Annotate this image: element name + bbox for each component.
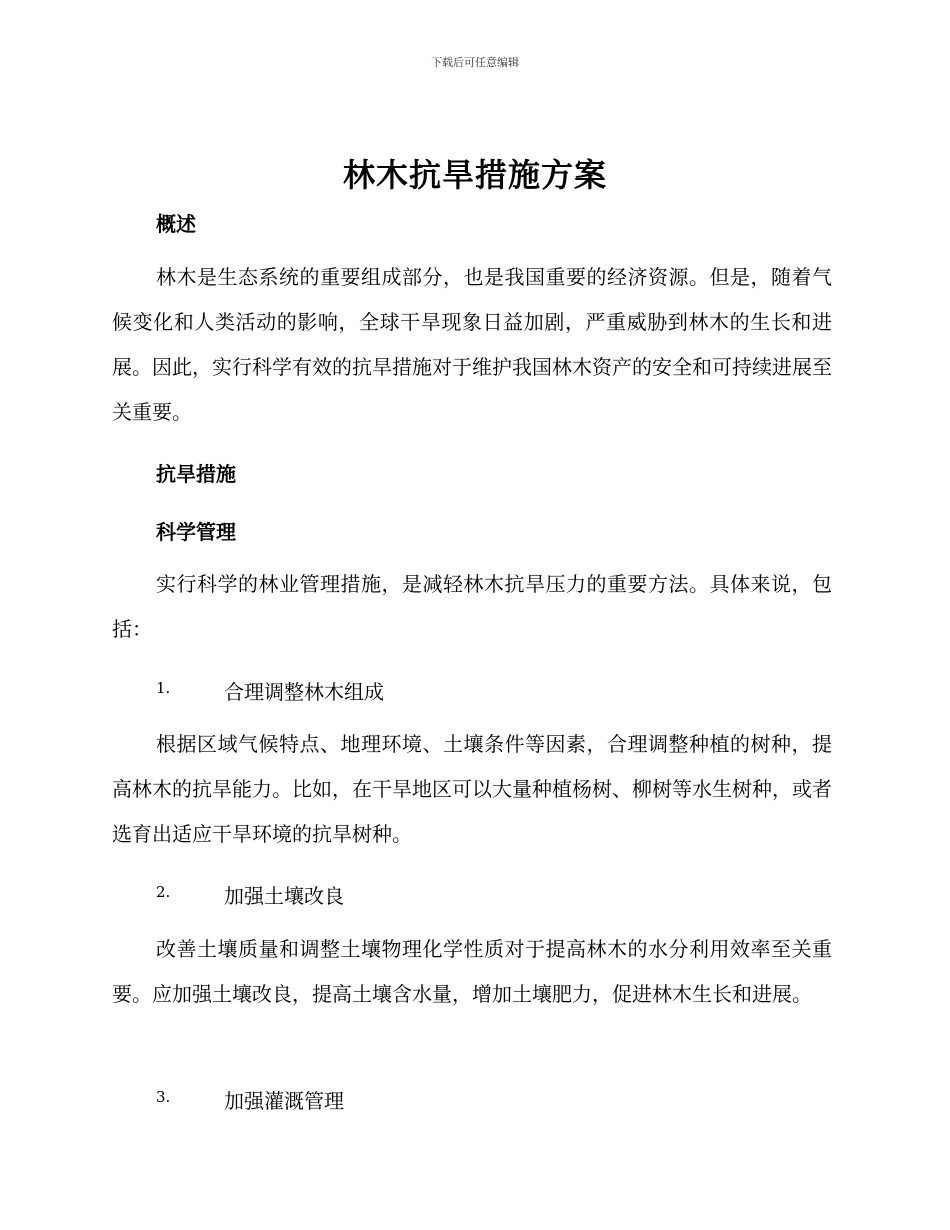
list-item-number: 3. bbox=[156, 1088, 171, 1106]
item-1-paragraph: 根据区域气候特点、地理环境、土壤条件等因素，合理调整种植的树种，提高林木的抗旱能力。比如，在干旱地区可以大量种植杨树、柳树等水生树种，或者选育出适应干旱环境的抗旱树种。 bbox=[112, 732, 832, 846]
list-item-label: 加强灌溉管理 bbox=[224, 1089, 344, 1113]
measures-heading: 抗旱措施 bbox=[156, 462, 236, 486]
science-heading: 科学管理 bbox=[156, 520, 236, 544]
overview-paragraph: 林木是生态系统的重要组成部分，也是我国重要的经济资源。但是，随着气候变化和人类活动的影响，全球干旱现象日益加剧，严重威胁到林木的生长和进展。因此，实行科学有效的抗旱措施对于维护我国林木资产的安全和可持续进展至关重要。 bbox=[112, 265, 832, 424]
document-title: 林木抗旱措施方案 bbox=[342, 156, 607, 194]
item-2-paragraph: 改善土壤质量和调整土壤物理化学性质对于提高林木的水分利用效率至关重要。应加强土壤改良，提高土壤含水量，增加土壤肥力，促进林木生长和进展。 bbox=[112, 937, 832, 1006]
header-note: 下载后可任意编辑 bbox=[431, 56, 519, 69]
list-item-number: 1. bbox=[156, 679, 171, 697]
list-item-label: 合理调整林木组成 bbox=[224, 680, 384, 704]
list-item-number: 2. bbox=[156, 883, 171, 901]
science-paragraph: 实行科学的林业管理措施，是减轻林木抗旱压力的重要方法。具体来说，包括： bbox=[112, 572, 832, 641]
overview-heading: 概述 bbox=[156, 212, 196, 236]
list-item-label: 加强土壤改良 bbox=[224, 884, 344, 908]
